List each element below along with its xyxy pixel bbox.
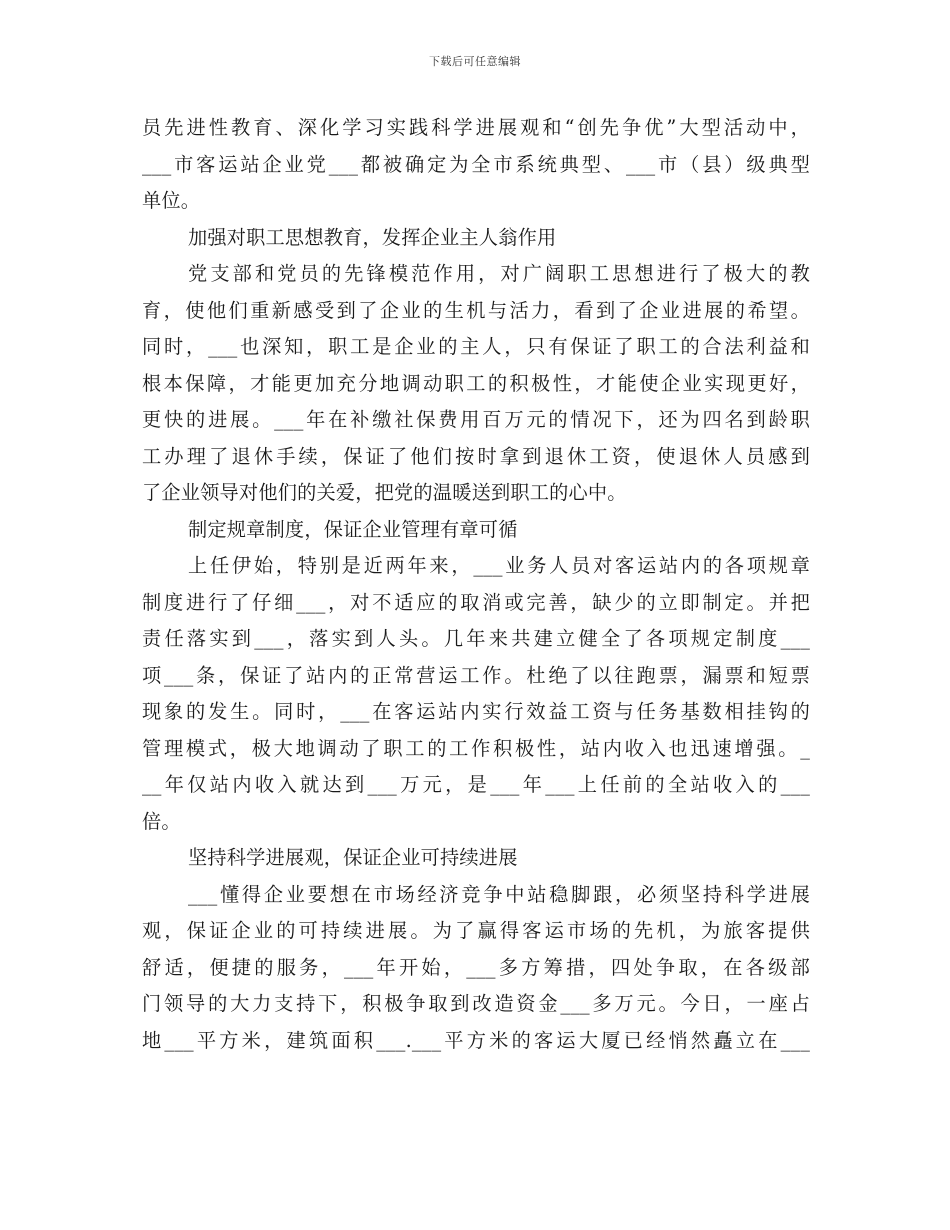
section-heading-text: 加强对职工思想教育，发挥企业主人翁作用 <box>188 225 557 249</box>
text-line: 党支部和党员的先锋模范作用，对广阔职工思想进行了极大的教 <box>188 262 810 285</box>
text-line: 地___平方米，建筑面积___.___平方米的客运大厦已经悄然矗立在___ <box>142 1028 810 1052</box>
paragraph <box>142 877 810 1060</box>
text-line: 倍。 <box>142 809 181 833</box>
paragraph <box>142 256 810 512</box>
paragraph <box>142 548 810 840</box>
document-body <box>142 110 810 1059</box>
text-line: 项___条，保证了站内的正常营运工作。杜绝了以往跑票，漏票和短票 <box>142 663 810 687</box>
text-line: 上任伊始，特别是近两年来，___业务人员对客运站内的各项规章 <box>188 554 810 577</box>
text-line: 管理模式，极大地调动了职工的工作积极性，站内收入也迅速增强。_ <box>142 736 810 760</box>
text-line: 舒适，便捷的服务，___年开始，___多方筹措，四处争取，在各级部 <box>142 955 810 979</box>
text-line: 了企业领导对他们的关爱，把党的温暖送到职工的心中。 <box>142 481 627 504</box>
section-heading <box>142 512 810 549</box>
text-line: 工办理了退休手续，保证了他们按时拿到退休工资，使退休人员感到 <box>142 444 810 468</box>
text-line: 门领导的大力支持下，积极争取到改造资金___多万元。今日，一座占 <box>142 992 810 1015</box>
text-line: 根本保障，才能更加充分地调动职工的积极性，才能使企业实现更好， <box>142 371 810 395</box>
text-line: 更快的进展。___年在补缴社保费用百万元的情况下，还为四名到龄职 <box>142 408 810 431</box>
text-line: 员先进性教育、深化学习实践科学进展观和“创先争优”大型活动中， <box>142 116 810 139</box>
section-heading-text: 制定规章制度，保证企业管理有章可循 <box>188 517 518 541</box>
text-line: ___懂得企业要想在市场经济竞争中站稳脚跟，必须坚持科学进展 <box>188 882 810 906</box>
text-line: 责任落实到___，落实到人头。几年来共建立健全了各项规定制度___ <box>142 627 810 650</box>
text-line: 单位。 <box>142 189 201 212</box>
text-line: ___市客运站企业党___都被确定为全市系统典型、___市（县）级典型 <box>142 152 810 176</box>
section-heading <box>142 840 810 877</box>
text-line: __年仅站内收入就达到___万元，是___年___上任前的全站收入的___ <box>142 773 810 796</box>
section-heading <box>142 220 810 257</box>
text-line: 制度进行了仔细___，对不适应的取消或完善，缺少的立即制定。并把 <box>142 590 810 614</box>
text-line: 现象的发生。同时，___在客运站内实行效益工资与任务基数相挂钩的 <box>142 700 810 723</box>
text-line: 观，保证企业的可持续进展。为了赢得客运市场的先机，为旅客提供 <box>142 919 810 942</box>
text-line: 同时，___也深知，职工是企业的主人，只有保证了职工的合法利益和 <box>142 335 810 358</box>
page-header-note: 下载后可任意编辑 <box>429 55 521 68</box>
text-line: 育，使他们重新感受到了企业的生机与活力，看到了企业进展的希望。 <box>142 298 810 322</box>
paragraph <box>142 110 810 220</box>
section-heading-text: 坚持科学进展观，保证企业可持续进展 <box>188 846 518 869</box>
